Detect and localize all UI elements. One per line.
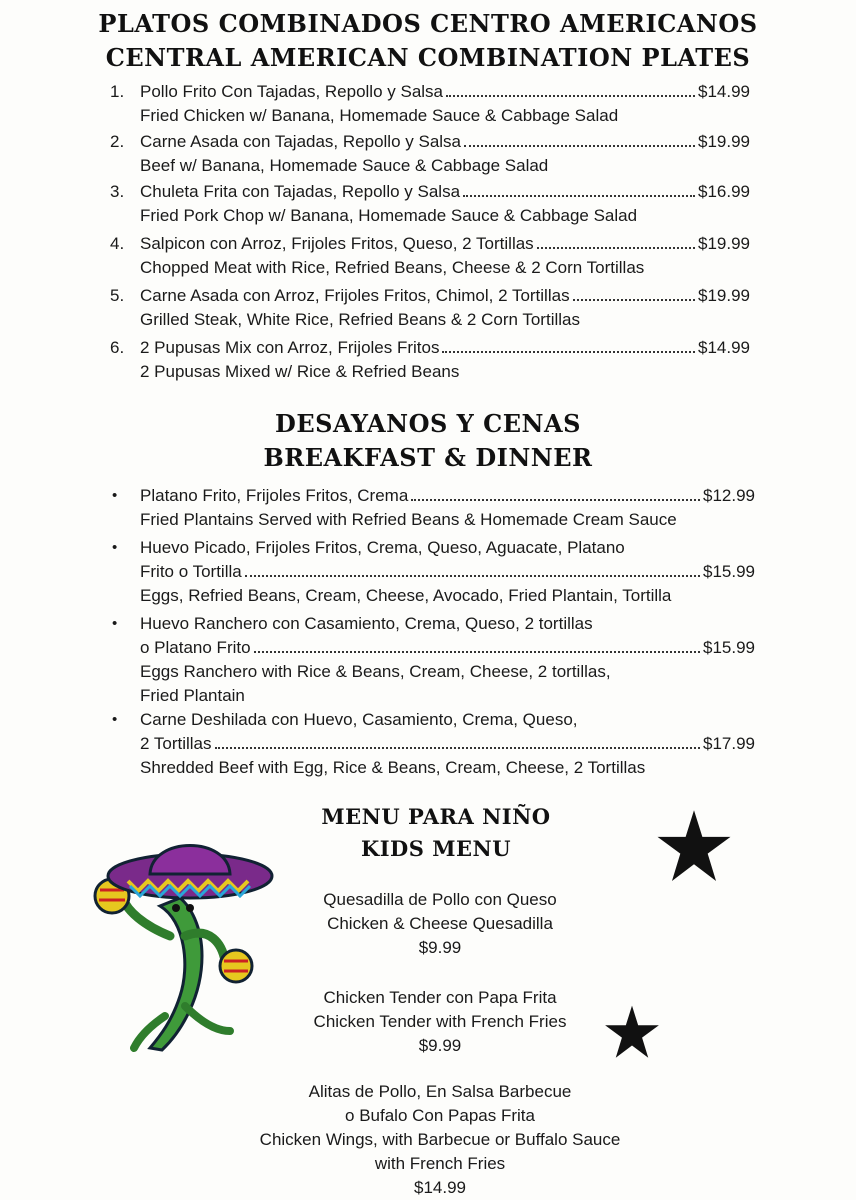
kids-item-name: Chicken Wings, with Barbecue or Buffalo Sauce	[259, 1130, 621, 1149]
dot-leader	[537, 247, 695, 249]
item-name-row	[140, 80, 750, 104]
item-name-en: Fried Plantains Served with Refried Beans & Homemade Cream Sauce	[140, 510, 677, 529]
bullet-icon: •	[112, 615, 118, 632]
dot-leader	[245, 575, 700, 577]
combo-item	[110, 336, 750, 384]
item-name-es: Carne Asada con Tajadas, Repollo y Salsa	[140, 132, 461, 151]
kids-item-price: $9.99	[418, 938, 462, 957]
breakfast-title-en: BREAKFAST & DINNER	[263, 443, 593, 472]
kids-item-name: Quesadilla de Pollo con Queso	[323, 890, 557, 909]
item-name-row	[140, 484, 755, 508]
item-name-es: 2 Pupusas Mix con Arroz, Frijoles Fritos	[140, 338, 440, 357]
item-name-en: Shredded Beef with Egg, Rice & Beans, Cream, Cheese, 2 Tortillas	[140, 758, 646, 777]
item-name-es: Platano Frito, Frijoles Fritos, Crema	[140, 486, 409, 505]
item-name-es: Pollo Frito Con Tajadas, Repollo y Salsa	[140, 82, 444, 101]
item-name-row	[140, 560, 755, 584]
item-price: $14.99	[698, 338, 750, 357]
item-name-es: 2 Tortillas	[140, 734, 212, 753]
item-name-es: Chuleta Frita con Tajadas, Repollo y Salsa	[140, 182, 461, 201]
item-number: 4.	[110, 234, 125, 253]
kids-title-es: MENU PARA NIÑO	[321, 804, 551, 829]
item-name-es: Salpicon con Arroz, Frijoles Fritos, Queso, 2 Tortillas	[140, 234, 534, 253]
item-name-en: Beef w/ Banana, Homemade Sauce & Cabbage Salad	[140, 156, 549, 175]
dot-leader	[215, 747, 701, 749]
bullet-icon: •	[112, 711, 118, 728]
item-name-en: Grilled Steak, White Rice, Refried Beans & 2 Corn Tortillas	[140, 310, 580, 329]
breakfast-title-es: DESAYANOS Y CENAS	[275, 409, 581, 438]
item-name-row	[140, 732, 755, 756]
item-name-en: Fried Chicken w/ Banana, Homemade Sauce & Cabbage Salad	[140, 106, 619, 125]
item-price: $16.99	[698, 182, 750, 201]
item-name-en: Chopped Meat with Rice, Refried Beans, Cheese & 2 Corn Tortillas	[140, 258, 645, 277]
item-name-es: Carne Deshilada con Huevo, Casamiento, Crema, Queso,	[140, 710, 578, 729]
dot-leader	[464, 145, 695, 147]
item-name-en: Fried Plantain	[140, 686, 245, 705]
kids-item-name: Alitas de Pollo, En Salsa Barbecue	[308, 1082, 572, 1101]
combo-item	[110, 180, 750, 228]
item-name-row	[140, 180, 750, 204]
item-price: $15.99	[703, 562, 755, 581]
item-price: $12.99	[703, 486, 755, 505]
item-number: 3.	[110, 182, 125, 201]
kids-item-name: Chicken Tender con Papa Frita	[323, 988, 557, 1007]
dot-leader	[463, 195, 695, 197]
kids-item-name: with French Fries	[374, 1154, 506, 1173]
item-price: $19.99	[698, 234, 750, 253]
item-name-es: o Platano Frito	[140, 638, 251, 657]
combo-title-es: PLATOS COMBINADOS CENTRO AMERICANOS	[98, 9, 758, 38]
star-icon	[604, 1004, 660, 1060]
item-number: 1.	[110, 82, 125, 101]
kids-item-name: o Bufalo Con Papas Frita	[345, 1106, 535, 1125]
item-name-row	[140, 336, 750, 360]
item-name-en: Fried Pork Chop w/ Banana, Homemade Sauce & Cabbage Salad	[140, 206, 638, 225]
item-price: $19.99	[698, 132, 750, 151]
kids-item-name: Chicken & Cheese Quesadilla	[327, 914, 553, 933]
combo-item	[110, 130, 750, 178]
item-name-en: Eggs Ranchero with Rice & Beans, Cream, Cheese, 2 tortillas,	[140, 662, 611, 681]
item-price: $15.99	[703, 638, 755, 657]
item-price: $14.99	[698, 82, 750, 101]
breakfast-item	[110, 612, 755, 708]
dot-leader	[446, 95, 695, 97]
dot-leader	[411, 499, 700, 501]
item-name-row	[140, 130, 750, 154]
chili-pepper-mascot	[90, 826, 290, 1056]
combo-item	[110, 232, 750, 280]
item-name-es: Huevo Picado, Frijoles Fritos, Crema, Queso, Aguacate, Platano	[140, 538, 625, 557]
item-number: 5.	[110, 286, 125, 305]
dot-leader	[254, 651, 700, 653]
item-name-es: Huevo Ranchero con Casamiento, Crema, Queso, 2 tortillas	[140, 614, 593, 633]
kids-item-price: $9.99	[418, 1036, 462, 1055]
item-name-en: Eggs, Refried Beans, Cream, Cheese, Avocado, Fried Plantain, Tortilla	[140, 586, 672, 605]
kids-item-name: Chicken Tender with French Fries	[313, 1012, 567, 1031]
dot-leader	[442, 351, 695, 353]
dot-leader	[573, 299, 695, 301]
item-number: 6.	[110, 338, 125, 357]
item-name-row	[140, 636, 755, 660]
combo-item	[110, 284, 750, 332]
combo-item	[110, 80, 750, 128]
kids-item-price: $14.99	[414, 1178, 466, 1197]
bullet-icon: •	[112, 487, 118, 504]
item-name-row	[140, 232, 750, 256]
item-name-row	[140, 284, 750, 308]
item-number: 2.	[110, 132, 125, 151]
item-price: $19.99	[698, 286, 750, 305]
item-name-en: 2 Pupusas Mixed w/ Rice & Refried Beans	[140, 362, 460, 381]
combo-title-en: CENTRAL AMERICAN COMBINATION PLATES	[105, 43, 751, 72]
bullet-icon: •	[112, 539, 118, 556]
item-price: $17.99	[703, 734, 755, 753]
breakfast-item	[110, 484, 755, 532]
item-name-es: Frito o Tortilla	[140, 562, 242, 581]
breakfast-item	[110, 708, 755, 780]
kids-title-en: KIDS MENU	[360, 836, 512, 861]
item-name-es: Carne Asada con Arroz, Frijoles Fritos, Chimol, 2 Tortillas	[140, 286, 570, 305]
star-icon	[656, 808, 732, 884]
breakfast-item	[110, 536, 755, 608]
kids-item	[200, 1080, 680, 1200]
